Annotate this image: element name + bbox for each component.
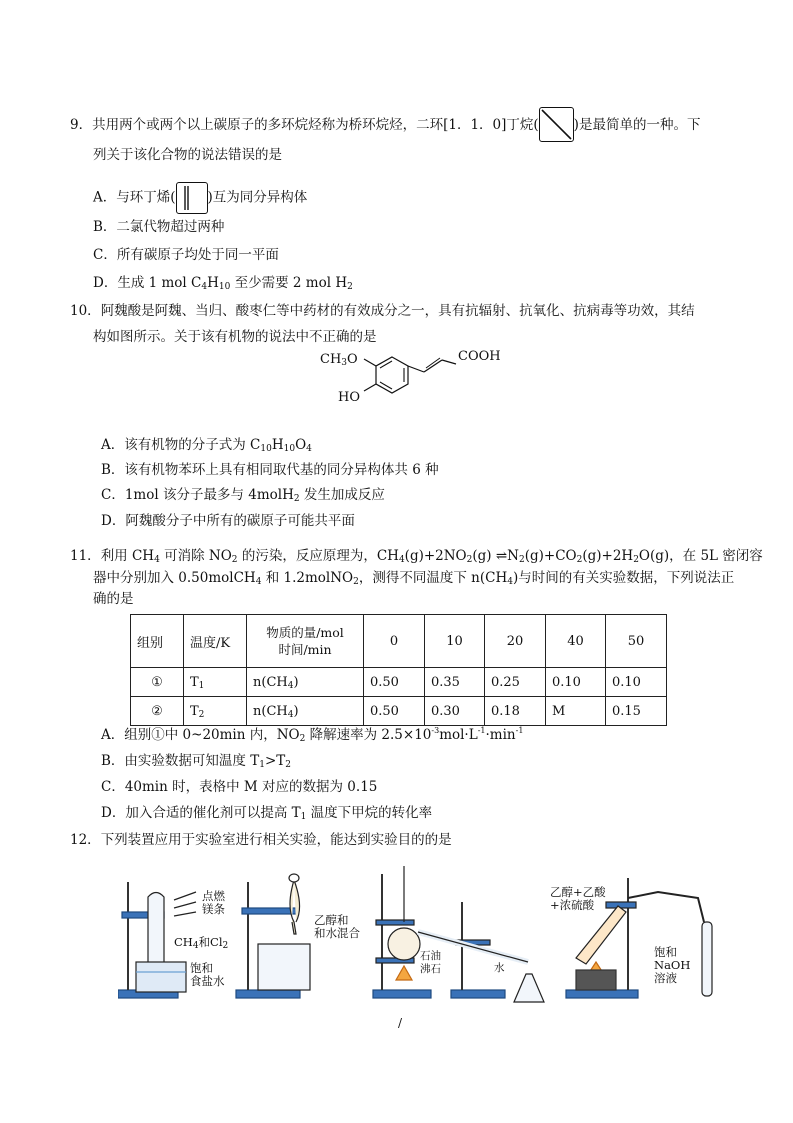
fig1-label-gases: $CH_4$和$Cl_2$ xyxy=(174,935,229,951)
q9-number: 9． xyxy=(70,117,93,133)
header-time-20: 20 xyxy=(485,615,546,668)
q9-option-b: B．二氯代物超过两种 xyxy=(93,219,225,235)
q10-stem-line2: 构如图所示。关于该有机物的说法中不正确的是 xyxy=(93,329,377,345)
q9-option-c: C．所有碳原子均处于同一平面 xyxy=(93,247,279,263)
table-header-row xyxy=(131,615,667,668)
q12-stem: 12．下列装置应用于实验室进行相关实验，能达到实验目的的是 xyxy=(70,832,452,848)
q10-option-a: A．该有机物的分子式为 $C_{10}H_{10}O_4$ xyxy=(101,437,312,454)
table-row: ① $T_1$ $n(CH_4)$ 0.50 0.35 0.25 0.10 0.10 xyxy=(131,668,667,697)
header-time-50: 50 xyxy=(606,615,667,668)
q11-stem-line1: 11．利用 $CH_4$ 可消除 $NO_2$ 的污染，反应原理为，$CH_4(g)+2NO_2(g)$ $\rightleftharpoons N_2(g)+CO_2(g)+2H_2O(g)$，在 5L 密闭容 xyxy=(70,548,763,565)
experiment-data-table xyxy=(130,614,667,726)
table-row: ② $T_2$ $n(CH_4)$ 0.50 0.30 0.18 M 0.15 xyxy=(131,697,667,726)
fig1-label-brine: 饱和 食盐水 xyxy=(190,961,225,988)
hydroxy-label: HO xyxy=(338,390,360,405)
cooh-label: COOH xyxy=(458,349,501,364)
q10-number: 10． xyxy=(70,303,101,319)
q10-stem-line1: 10．阿魏酸是阿魏、当归、酸枣仁等中药材的有效成分之一，具有抗辐射、抗氧化、抗病毒等功效，其结 xyxy=(70,303,695,319)
q10-option-d: D．阿魏酸分子中所有的碳原子可能共平面 xyxy=(101,513,355,529)
q11-stem-line2: 器中分别加入 0.50molCH$_4$ 和 1.2molNO$_2$，测得不同温度下 $n(CH_4)$与时间的有关实验数据，下列说法正 xyxy=(93,570,735,587)
equilibrium-arrow-icon: ⇌ xyxy=(495,548,508,564)
header-group: 组别 xyxy=(131,615,184,668)
q9-stem-line2: 列关于该化合物的说法错误的是 xyxy=(93,147,282,163)
q9-option-d: D．生成 1 mol $C_4H_{10}$ 至少需要 2 mol $H_2$ xyxy=(93,275,353,292)
methoxy-label: $CH_3O$ xyxy=(320,352,358,368)
q11-option-d: D．加入合适的催化剂可以提高 $T_1$ 温度下甲烷的转化率 xyxy=(101,805,433,822)
q11-option-c: C．40min 时，表格中 M 对应的数据为 0.15 xyxy=(101,779,378,795)
header-amount-time: 物质的量/mol 时间/min xyxy=(247,615,364,668)
header-time-10: 10 xyxy=(425,615,485,668)
q11-number: 11． xyxy=(70,548,101,564)
fig3-label-petroleum: 石油 沸石 xyxy=(420,950,441,975)
ferulic-acid-structure xyxy=(318,346,508,408)
fig4-label-naoh: 饱和 NaOH 溶液 xyxy=(654,945,691,985)
fig3-label-water: 水 xyxy=(494,962,505,974)
q9-option-a: A．与环丁烯( )互为同分异构体 xyxy=(93,182,307,214)
q12-number: 12． xyxy=(70,832,101,848)
q9-stem-line1: 9．共用两个或两个以上碳原子的多环烷烃称为桥环烷烃，二环[1．1．0]丁烷( )是最简单的一种。下 xyxy=(70,108,700,143)
q10-option-b: B．该有机物苯环上具有相同取代基的同分异构体共 6 种 xyxy=(101,462,439,478)
q11-option-a: A．组别①中 0~20min 内，$NO_2$ 降解速率为 $2.5\times 10^{-3}mol\cdot L^{-1}\cdot\min^{-1}$ xyxy=(101,726,524,744)
cyclobutene-structure-icon xyxy=(176,182,208,214)
q10-option-c: C．1mol 该分子最多与 4molH$_2$ 发生加成反应 xyxy=(101,487,385,504)
header-temperature: 温度/K xyxy=(184,615,247,668)
fig4-label-reagents: 乙醇+乙酸 +浓硫酸 xyxy=(550,885,606,912)
fig1-label-ignite: 点燃 镁条 xyxy=(202,889,225,916)
q11-stem-line3: 确的是 xyxy=(93,591,134,607)
q11-option-b: B．由实验数据可知温度 $T_1>T_2$ xyxy=(101,753,292,770)
bicyclobutane-structure-icon xyxy=(539,107,574,142)
header-time-40: 40 xyxy=(546,615,606,668)
page-footer-mark: / xyxy=(398,1016,403,1030)
fig2-label-mixture: 乙醇和 和水混合 xyxy=(314,913,360,940)
header-time-0: 0 xyxy=(364,615,425,668)
apparatus-figure xyxy=(118,862,728,1008)
